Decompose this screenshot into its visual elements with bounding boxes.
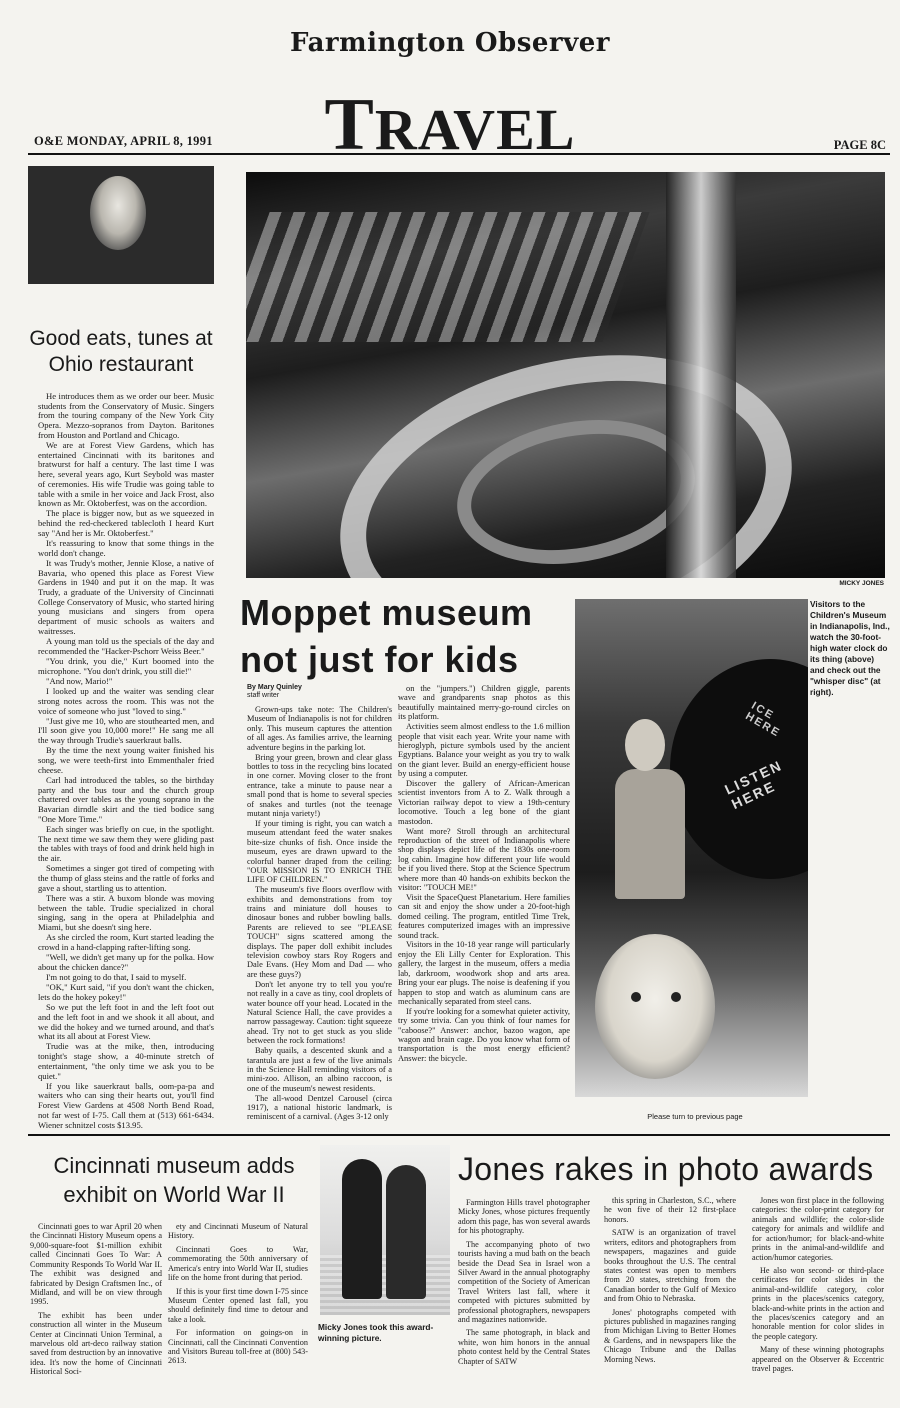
paragraph: He also won second- or third-place certificates for color slides in the animal-and-wildlife category, color prints in the places/scenics category, black-and-white prints in the action and the places/scenics category and an honorable mention for color slides in the people category. (752, 1265, 884, 1341)
paragraph: The same photograph, in black and white, won him honors in the annual photo contest held by the Central States Chapter of SATW (458, 1328, 590, 1366)
cincinnati-column-2 (168, 1222, 308, 1402)
paragraph: Many of these winning photographs appeared on the Observer & Eccentric travel pages. (752, 1345, 884, 1374)
byline (247, 684, 302, 701)
paragraph: Discover the gallery of African-American scientist inventors from A to Z. Walk through a Victorian railway depot to view a 19th-century locomotive. Touch a leg bone of the giant mastodon. (398, 779, 570, 826)
photo-tourist-2 (386, 1165, 426, 1299)
paragraph: Visit the SpaceQuest Planetarium. Here families can sit and enjoy the show under a 20-foot-high domed ceiling. The program, entitled Time Trek, features computerized images with an impressive sound track. (398, 892, 570, 940)
paragraph: Don't let anyone try to tell you you're not really in a cave as tiny, cool droplets of water bounce off your head. Located in the Natural Science Hall, the cave provides a narrow passageway. Caution: tight squeeze ahead. Try not to get stuck as you slide between the rock formations! (247, 979, 392, 1046)
paragraph: The all-wood Dentzel Carousel (circa 1917), a national historic landmark, is reminiscent of a carnival. (Ages 3-12 only (247, 1093, 392, 1122)
paragraph: The exhibit has been under construction all winter in the Museum Center at Cincinnati Union Terminal, a marvelous old art-deco railway station saved from destruction by an innovative idea. It's now the home of Cincinnati Historical Soci- (30, 1310, 162, 1377)
moppet-column-2 (398, 684, 570, 1084)
paragraph: Grown-ups take note: The Children's Museum of Indianapolis is not for children only. This museum captures the attention of all ages. As families arrive, the learning adventure begins in the parking lot. (247, 705, 392, 752)
paragraph: Carl had introduced the tables, so the birthday party and the bus tour and the church group chattered over tables as the young soprano in the Bavarian dirndle skirt and the tied bodice sang "One More Time." (38, 774, 214, 824)
paragraph: The museum's five floors overflow with exhibits and demonstrations from toy trains and miniature doll houses to dinosaur bones and rubber bowling balls. Parents are relieved to see "PLEASE TOUCH" signs scattered among the displays. The paper doll exhibit includes television cowboy stars Roy Rogers and Dale Evans. (Hey Mom and Dad — who are these guys?) (247, 885, 392, 979)
paragraph: It was Trudy's mother, Jennie Klose, a native of Bavaria, who opened this place as Forest View Gardens in 1940 and put it on the map. It was Trudy, a graduate of the University of Cincinnati College Conservatory of Music, who started hiring young musicians and singers from opera department of music schools as waiters and waitresses. (38, 557, 214, 636)
continued-text: Please turn to previous page (647, 1112, 743, 1121)
byline-role: staff writer (247, 692, 280, 700)
section-title (300, 84, 600, 166)
paragraph: "Just give me 10, who are stouthearted men, and I'll soon give you 10,000 more!" He sang me all the way through Trudie's sauerkraut balls. (38, 715, 214, 746)
paragraph: "You drink, you die," Kurt boomed into the microphone. "You don't drink, you still die!" (38, 655, 214, 676)
paragraph: Jones won first place in the following categories: the color-print category for animals and wildlife; the color-slide category for animals and wildlife and for action/humor; for black-and-white prints in the animal-and-wildlife and action/humor categories. (752, 1196, 884, 1262)
restaurant-headline: Good eats, tunes at Ohio restaurant (29, 327, 213, 376)
top-rule (28, 153, 890, 155)
paragraph: I'm not going to do that, I said to myself. (46, 971, 187, 982)
cincinnati-headline: Cincinnati museum adds exhibit on World War II (53, 1153, 295, 1207)
paragraph: I looked up and the waiter was sending clear strong notes across the room. This was not the voice of someone who just "loved to sing." (38, 686, 214, 716)
paragraph: There was a stir. A buxom blonde was moving between the table. Trudie specialized in choral singing, sang in the opera at Philadelphia and Miami, but she doesn't sing here. (38, 892, 214, 932)
photo-toddler-face (595, 934, 715, 1079)
jones-headline: Jones rakes in photo awards (458, 1151, 874, 1187)
paragraph: Cincinnati Goes to War, commemorating the 50th anniversary of America's entry into World War II, studies life on the home front during that period. (168, 1244, 308, 1283)
photo-floor-pattern (246, 212, 650, 342)
disc-lettering: LISTEN HERE (722, 756, 785, 813)
paragraph: If your timing is right, you can watch a museum attendant feed the water snakes bite-size chunks of fish. Once inside the museum, eyes are drawn upward to the colorful banner draped from the ceiling: "OUR MISSION IS TO ENRICH THE LIFE OF CHILDREN." (247, 818, 392, 885)
whisper-disc-photo (575, 599, 808, 1097)
paragraph: "OK," Kurt said, "if you don't want the chicken, lets do the hokey pokey!" (38, 982, 214, 1002)
photo-credit: MICKY JONES (839, 580, 884, 587)
photo-child-face (625, 719, 665, 771)
photo-water-clock-column (666, 172, 736, 578)
byline-name: By Mary Quinley (247, 684, 302, 691)
moppet-headline: Moppet museum not just for kids (240, 592, 533, 680)
jones-column-2 (604, 1196, 736, 1401)
paragraph: Baby quails, a descented skunk and a tarantula are just a few of the live animals in the Science Hall reminding visitors of a mini-zoo. Allison, an albino raccoon, is one of the museum's newest residents. (247, 1046, 392, 1093)
mud-bath-photo (320, 1145, 450, 1315)
museum-photo-caption: Visitors to the Children's Museum in Indianapolis, Ind., watch the 30-foot-high water clock do its thing (above) and check out the "whisper disc" (at right). (810, 599, 890, 697)
cincinnati-column-1 (30, 1222, 162, 1402)
dateline: O&E MONDAY, APRIL 8, 1991 (34, 134, 213, 148)
photo-tourist-1 (342, 1159, 382, 1299)
toddler-eye (631, 992, 641, 1002)
paragraph: If you're looking for a somewhat quieter activity, try some trivia. Can you think of four names for "caboose?" Answer: anchor, bazoo wagon, ape wagon and brain cage. Do you know what form of transportation is the most energy efficient? Answer: the bicycle. (398, 1006, 570, 1063)
paragraph: on the "jumpers.") Children giggle, parents wave and grandparents snap photos as this beautifully maintained merry-go-round circles on its platform. (398, 684, 570, 722)
masthead: Farmington Observer (290, 28, 610, 58)
restaurant-article-body (38, 392, 214, 1132)
disc-lettering-top: ICE HERE (743, 699, 783, 740)
paragraph: As she circled the room, Kurt started leading the crowd in a hand-clapping rafter-lifting song. (38, 932, 214, 952)
museum-atrium-photo (246, 172, 885, 578)
paragraph: Jones' photographs competed with pictures published in magazines ranging from Michigan Living to Better Homes & Gardens, and in newspapers like the Chicago Tribune and the Dallas Morning News. (604, 1307, 736, 1364)
paragraph: We are at Forest View Gardens, which has entertained Cincinnati with its baritones and bratwurst for half a century. The last time I was here, several years ago, Kurt Seybold was master of ceremonies. His wife Trudie was going table to table with a smile in her voice and Jack Frost, also known as Mr. Oktoberfest, was on the accordion. (38, 440, 214, 509)
photo-sea (320, 1255, 450, 1315)
paragraph: Visitors in the 10-18 year range will particularly enjoy the Eli Lilly Center for Exploration. This gallery, the largest in the museum, offers a media lab, darkroom, woodwork shop and arts area. Bring your ear plugs. The noise is deafening if you happen to stop and watch as aluminum cans are mechanically separated from steel cans. (398, 940, 570, 1006)
paragraph: SATW is an organization of travel writers, editors and photographers from newspapers, magazines and guide books throughout the U.S. The central states contest was open to members from 20 states, stretching from the Canadian border to the Gulf of Mexico and from Ohio to Nebraska. (604, 1228, 736, 1304)
paragraph: If this is your first time down I-75 since Museum Center opened last fall, you should definitely find time to detour and take a look. (168, 1286, 308, 1324)
jones-article-body (458, 1196, 888, 1401)
paragraph: So we put the left foot in and the left foot out and the left foot in and we shook it all about, and we did the hokey and we turned around, and that's what its all about at Forest View. (38, 1002, 214, 1042)
middle-rule (28, 1134, 890, 1136)
paragraph: Sometimes a singer got tired of competing with the thump of glass steins and the rattle of forks and gave a shout, startling us to attention. (38, 863, 214, 893)
section-title-initial: T (324, 84, 375, 166)
paragraph: Each singer was briefly on cue, in the spotlight. The next time we saw them they were gliding past the tables with trays of food and drink held high in the air. (38, 823, 214, 864)
paragraph: "Well, we didn't get many up for the polka. How about the chicken dance?" (38, 952, 214, 972)
paragraph: It's reassuring to know that some things in the world don't change. (38, 538, 214, 558)
page-number: PAGE 8C (833, 138, 886, 152)
paragraph: "And now, Mario!" (46, 675, 113, 686)
paragraph: Want more? Stroll through an architectural reproduction of the street of Indianapolis where shop displays depict life of the 1830s one-room log cabin. Imagine how different your life would be if you lived there. Stop at the Science Spectrum where more than 40 hands-on exhibits beckon the visitor: "TOUCH ME!" (398, 826, 570, 893)
paragraph: Farmington Hills travel photographer Micky Jones, whose pictures frequently adorn this page, has won several awards for his photography. (458, 1198, 590, 1236)
paragraph: Cincinnati goes to war April 20 when the Cincinnati History Museum opens a 9,000-square-foot $1-million exhibit called Cincinnati Goes To War: A Community Responds To World War II. The exhibit was designed and fabricated by Design Craftsmen Inc., of Midland, and will be on view through 1995. (30, 1222, 162, 1307)
jones-photo-caption: Micky Jones took this award-winning picture. (318, 1322, 434, 1343)
paragraph: He introduces them as we order our beer. Music students from the Conservatory of Music. Singers from the touring company of the New York City Opera. Mezzo-sopranos from Dayton. Baritones from Houston and Portland and Chicago. (38, 392, 214, 440)
paragraph: A young man told us the specials of the day and recommended the "Hacker-Pschorr Weiss Beer." (38, 636, 214, 656)
paragraph: If you like sauerkraut balls, oom-pa-pa and waiters who can sing their hearts out, you'll find Forest View Gardens at 4508 North Bend Road, not far west of I-75. Call them at (513) 661-6434. Wiener schnitzel costs $13.95. (38, 1080, 214, 1130)
headshot-face (90, 176, 146, 250)
paragraph: Bring your green, brown and clear glass bottles to toss in the recycling bins located in one corner. Moving closer to the front entrance, take a minute to pause near a small pond that is home to several species of snakes and turtles (not the teenage mutant ninja variety!) (247, 752, 392, 818)
continued-note (580, 1112, 810, 1121)
paragraph: Trudie was at the mike, then, introducing tonight's stage show, a 40-minute stretch of entertainment, "the only time we ask you to be quiet." (38, 1041, 214, 1081)
paragraph: For information on goings-on in Cincinnati, call the Cincinnati Convention and Visitors Bureau toll-free at (800) 543-2613. (168, 1328, 308, 1366)
section-title-rest: RAVEL (374, 97, 576, 162)
paragraph: By the time the next young waiter finished his song, we were teeth-first into Emmenthaler fried cheese. (38, 745, 214, 775)
paragraph: ety and Cincinnati Museum of Natural History. (168, 1222, 308, 1241)
jones-column-3 (752, 1196, 884, 1401)
toddler-eye (671, 992, 681, 1002)
author-headshot (28, 166, 214, 284)
photo-child-body (615, 769, 685, 899)
paragraph: this spring in Charleston, S.C., where he won five of their 12 first-place honors. (604, 1196, 736, 1224)
paragraph: The accompanying photo of two tourists having a mud bath on the beach beside the Dead Sea in Israel won a Silver Award in the annual photography competition of the Society of American Travel Writers last fall, where it competed with pictures submitted by professional photographers, newspapers and magazines nationwide. (458, 1239, 590, 1325)
moppet-column-1 (247, 705, 392, 1125)
paragraph: The place is bigger now, but as we squeezed in behind the red-checkered tablecloth I heard Kurt say "And her is Mr. Oktoberfest." (38, 508, 214, 538)
paragraph: Activities seem almost endless to the 1.6 million people that visit each year. Write your name with hieroglyph, picture symbols used by the ancient Egyptians. Balance your weight as you try to walk on the giant lever. Build an energy-efficient house by using a computer. (398, 722, 570, 779)
jones-column-1 (458, 1198, 590, 1401)
